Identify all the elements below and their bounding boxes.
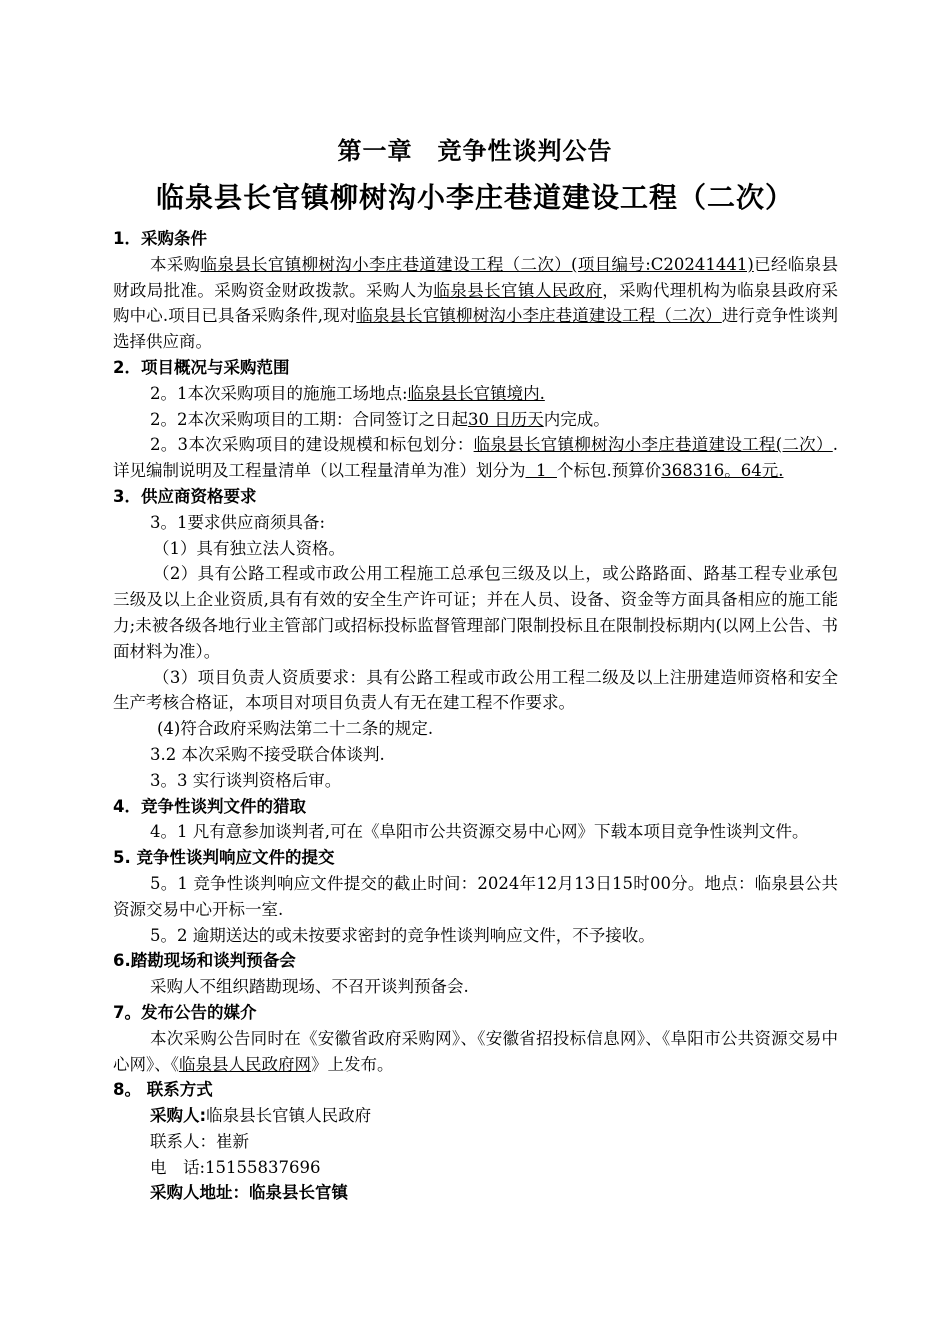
chapter-title: 第一章 竞争性谈判公告 bbox=[337, 136, 613, 165]
section-3-item: （3）项目负责人资质要求：具有公路工程或市政公用工程二级及以上注册建造师资格和安全生产考核合格证，本项目对项目负责人有无在建工程不作要求。 bbox=[113, 667, 838, 713]
section-4-item: 4。1 凡有意参加谈判者,可在《阜阳市公共资源交易中心网》下载本项目竞争性谈判文件。 bbox=[150, 822, 809, 842]
text: ，采购代理机构为临泉县政府采购中心.项目已具备采购条件,现对 bbox=[113, 280, 839, 326]
section-2-item-1 bbox=[113, 381, 838, 407]
underlined-buyer: 临泉县长官镇人民政府 bbox=[433, 280, 603, 300]
section-5-item: 5。1 竞争性谈判响应文件提交的截止时间：2024年12月13日15时00分。地点：临泉县公共资源交易中心开标一室. bbox=[113, 873, 838, 919]
project-title: 临泉县长官镇柳树沟小李庄巷道建设工程（二次） bbox=[155, 181, 794, 214]
section-3-item: 3。1要求供应商须具备: bbox=[150, 512, 326, 532]
address-value: 临泉县长官镇 bbox=[249, 1183, 348, 1203]
text: 内完成。 bbox=[543, 409, 610, 429]
underlined-project-name: 临泉县长官镇柳树沟小李庄巷道建设工程（二次）(项目编号:C20241441) bbox=[200, 254, 754, 274]
document-body bbox=[113, 226, 838, 1206]
section-6-heading: 6.踏勘现场和谈判预备会 bbox=[113, 951, 296, 971]
underlined-project-name: 临泉县长官镇柳树沟小李庄巷道建设工程(二次） bbox=[473, 435, 833, 455]
section-3-item: 3。3 实行谈判资格后审。 bbox=[150, 770, 342, 790]
text: 》上发布。 bbox=[311, 1054, 394, 1074]
section-3-item: (4)符合政府采购法第二十二条的规定. bbox=[157, 719, 434, 739]
section-4-heading: 4．竞争性谈判文件的猎取 bbox=[113, 796, 306, 816]
text: 2。2本次采购项目的工期：合同签订之日起 bbox=[150, 409, 468, 429]
section-3-heading: 3．供应商资格要求 bbox=[113, 486, 257, 506]
section-5-heading: 5. 竞争性谈判响应文件的提交 bbox=[113, 848, 335, 868]
section-8-heading: 8。 联系方式 bbox=[113, 1080, 213, 1100]
underlined-project-name: 临泉县长官镇柳树沟小李庄巷道建设工程（二次） bbox=[356, 306, 722, 326]
section-2-item-2 bbox=[113, 407, 838, 433]
section-3-item: （1）具有独立法人资格。 bbox=[153, 538, 345, 558]
address-line bbox=[113, 1180, 838, 1206]
section-2-item-3 bbox=[113, 432, 838, 484]
buyer-value: 临泉县长官镇人民政府 bbox=[206, 1106, 372, 1126]
section-7-heading: 7。发布公告的媒介 bbox=[113, 1002, 257, 1022]
section-5-item: 5。2 逾期送达的或未按要求密封的竞争性谈判响应文件，不予接收。 bbox=[150, 925, 655, 945]
section-6-item: 采购人不组织踏勘现场、不召开谈判预备会. bbox=[150, 977, 469, 997]
section-2-heading: 2．项目概况与采购范围 bbox=[113, 357, 290, 377]
text: 已经临泉县财政局批准。采购资金财政拨款。采购人为 bbox=[113, 254, 839, 300]
section-1-paragraph bbox=[113, 252, 838, 355]
text: 本次采购公告同时在《安徽省政府采购网》、《安徽省招投标信息网》、《阜阳市公共资源交易中心网》、《 bbox=[113, 1028, 838, 1074]
text: 本采购 bbox=[150, 254, 201, 274]
underlined-location: 临泉县长官镇境内. bbox=[407, 383, 545, 403]
text: 2。3本次采购项目的建设规模和标包划分： bbox=[150, 435, 474, 455]
text: 进行竞争性谈判选择供应商。 bbox=[113, 306, 838, 352]
section-3-item: （2）具有公路工程或市政公用工程施工总承包三级及以上，或公路路面、路基工程专业承包三级及以上企业资质,具有有效的安全生产许可证；并在人员、设备、资金等方面具备相应的施工能力;未被各级各地行业主管部门或招标投标监督管理部门限制投标且在限制投标期内(以网上公告、书面材料为准）。 bbox=[113, 564, 838, 661]
text: 个标包.预算价 bbox=[556, 461, 662, 481]
section-7-item bbox=[113, 1026, 838, 1078]
text: .详见编制说明及工程量清单（以工程量清单为准）划分为 bbox=[113, 435, 838, 481]
section-3-item: 3.2 本次采购不接受联合体谈判. bbox=[150, 744, 385, 764]
buyer-line bbox=[113, 1103, 838, 1129]
text: 2。1本次采购项目的施施工场地点: bbox=[150, 383, 408, 403]
address-label: 采购人地址： bbox=[150, 1183, 249, 1203]
contact-line: 联系人：崔新 bbox=[150, 1131, 249, 1151]
phone-line: 电 话:15155837696 bbox=[150, 1157, 321, 1177]
buyer-label: 采购人: bbox=[150, 1106, 207, 1126]
underlined-website: 临泉县人民政府网 bbox=[179, 1054, 311, 1074]
section-1-heading: 1．采购条件 bbox=[113, 229, 207, 248]
underlined-budget: 368316。64元. bbox=[661, 461, 784, 481]
underlined-package-count: 1 bbox=[525, 461, 557, 481]
underlined-duration: 30 日历天 bbox=[468, 409, 544, 429]
